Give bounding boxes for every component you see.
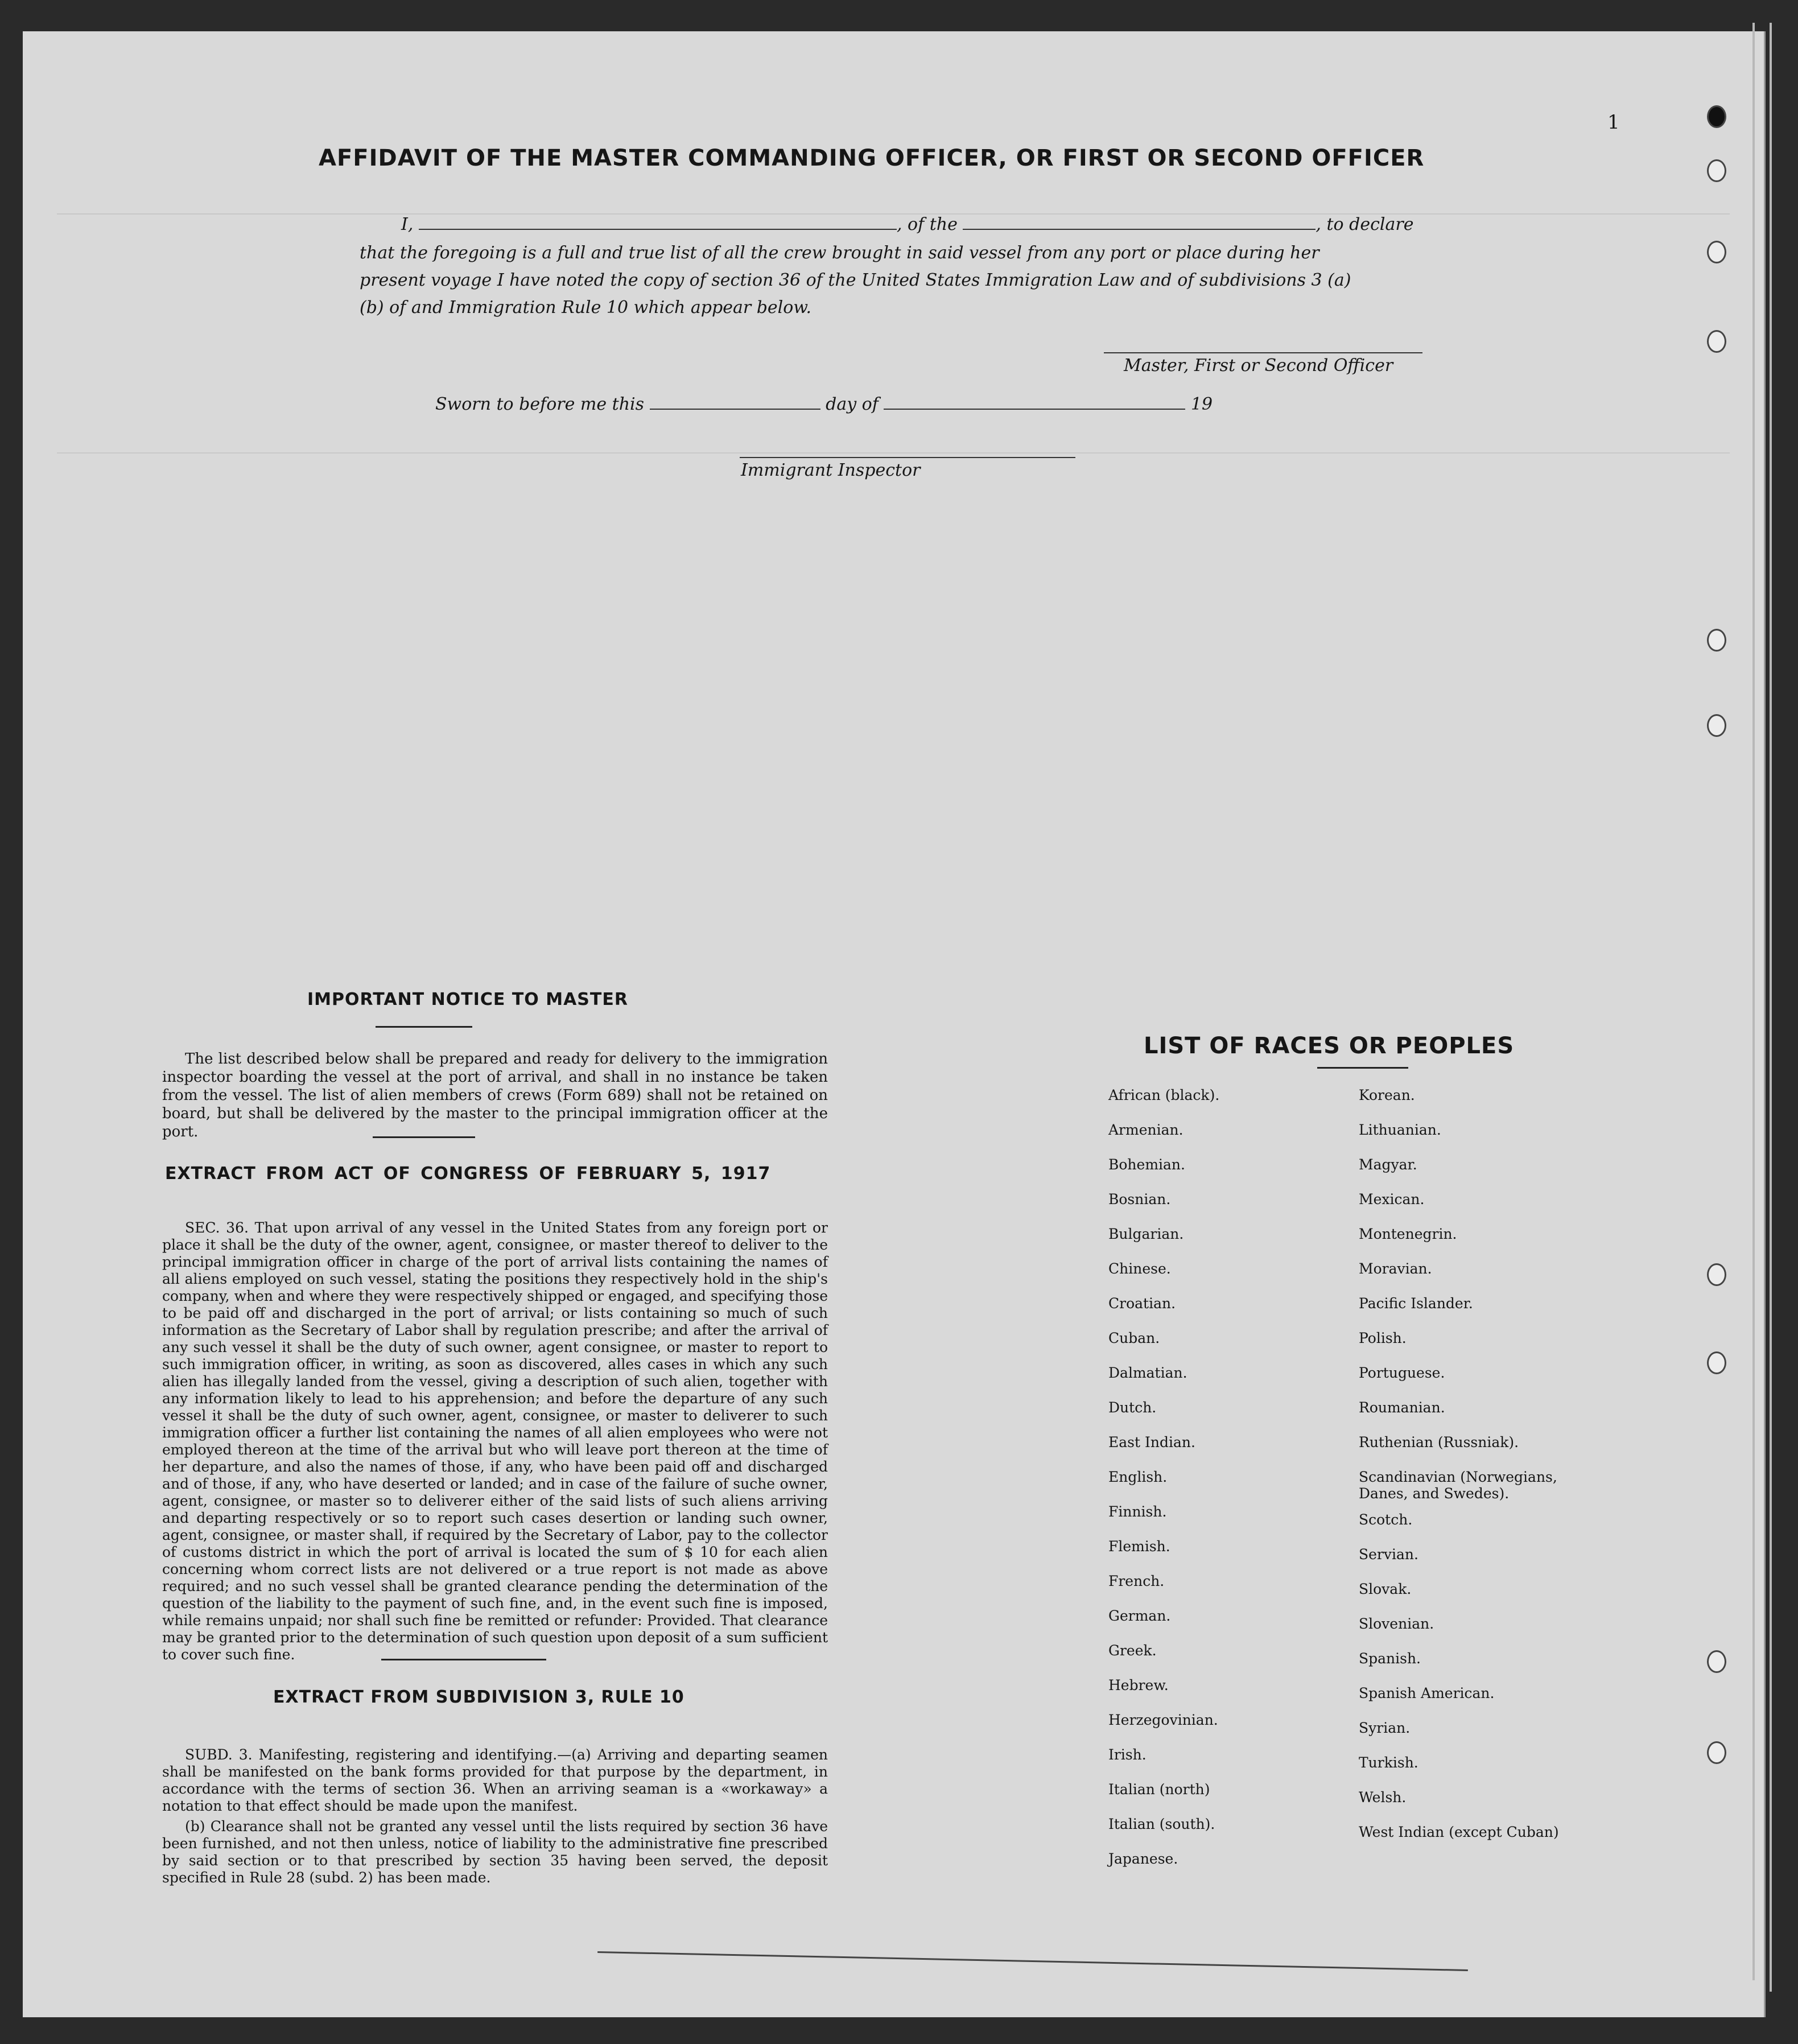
vessel-fill-line (963, 229, 1315, 230)
race-item: Chinese. (1108, 1260, 1171, 1277)
sworn-text: Sworn to before me this (435, 394, 645, 414)
race-item: French. (1108, 1573, 1165, 1589)
race-item: Mexican. (1359, 1191, 1425, 1208)
notice-text: The list described below shall be prepared and ready for delivery to the immigration inspector boarding the vessel at the port of arrival, and shall in no instance be taken from the vessel. The list of alien members of crews (Form 689) shall not be retained on board, but shall be delivered by the master to the principal immigration officer at the port. (162, 1050, 828, 1140)
act-extract-title: EXTRACT FROM ACT OF CONGRESS OF FEBRUARY 5, 1917 (165, 1164, 771, 1184)
punch-hole (1707, 330, 1726, 353)
race-item: Pacific Islander. (1359, 1295, 1473, 1312)
race-item: Dutch. (1108, 1399, 1157, 1416)
race-item: Turkish. (1359, 1754, 1418, 1771)
race-item: Scotch. (1359, 1511, 1413, 1528)
race-item: Bosnian. (1108, 1191, 1171, 1208)
race-item: Scandinavian (Norwegians, Danes, and Swedes). (1359, 1469, 1557, 1502)
rule-extract-title: EXTRACT FROM SUBDIVISION 3, RULE 10 (273, 1687, 684, 1707)
races-divider (1317, 1067, 1408, 1069)
master-signature-line (1104, 352, 1422, 353)
race-item: Servian. (1359, 1546, 1418, 1563)
race-item: Ruthenian (Russniak). (1359, 1434, 1519, 1450)
affidavit-to-declare: , to declare (1315, 215, 1414, 234)
punch-hole (1707, 1650, 1726, 1673)
sheet-number: 1 (1607, 111, 1620, 134)
day-of-text: day of (826, 394, 879, 414)
punch-hole (1707, 1263, 1726, 1286)
race-item: Greek. (1108, 1642, 1157, 1659)
race-item: Dalmatian. (1108, 1365, 1187, 1381)
master-signature-label: Master, First or Second Officer (1124, 356, 1393, 376)
punch-hole (1707, 159, 1726, 182)
race-item: African (black). (1108, 1087, 1220, 1103)
punch-hole (1707, 241, 1726, 263)
race-item: East Indian. (1108, 1434, 1195, 1450)
affidavit-title: AFFIDAVIT OF THE MASTER COMMANDING OFFICER, OR FIRST OR SECOND OFFICER (319, 145, 1425, 171)
race-item: English. (1108, 1469, 1168, 1485)
notice-title: IMPORTANT NOTICE TO MASTER (307, 990, 628, 1009)
race-item: Spanish. (1359, 1650, 1421, 1667)
page-edge (1752, 23, 1755, 1980)
day-fill-line (650, 409, 820, 410)
race-item: Bohemian. (1108, 1156, 1185, 1173)
rule-extract-text-a: SUBD. 3. Manifesting, registering and identifying.—(a) Arriving and departing seamen shall be manifested on the bank forms provided for that purpose by the department, in accordance with the terms of section 36. When an arriving seaman is a «workaway» a notation to that effect should be made upon the manifest. (162, 1746, 828, 1814)
race-item: Japanese. (1108, 1851, 1178, 1867)
inspector-signature-line (740, 457, 1075, 458)
act-top-divider (373, 1136, 475, 1138)
year-prefix: 19 (1190, 394, 1213, 414)
race-item: Croatian. (1108, 1295, 1176, 1312)
race-item: Flemish. (1108, 1538, 1170, 1555)
page-edge (1770, 23, 1772, 1992)
bleed-through-rule (57, 452, 1730, 454)
affidavit-of-the: , of the (896, 215, 958, 234)
act-extract-text: SEC. 36. That upon arrival of any vessel in the United States from any foreign port or place it shall be the duty of the owner, agent, consignee, or master thereof to deliver to the principal immigration officer in charge of the port of arrival lists containing the names of all aliens employed on such vessel, stating the positions they respectively hold in the ship's company, when and where they were respectively shipped or engaged, and specifying those to be paid off and discharged in the port of arrival; or lists containing so much of such information as the Secretary of Labor shall by regulation prescribe; and after the arrival of any such vessel it shall be the duty of such owner, agent consignee, or master to report to such immigration officer, in writing, as soon as discovered, alles cases in which any such alien has illegally landed from the vessel, giving a description of such alien, together with any information likely to lead to his apprehension; and before the departure of any such vessel it shall be the duty of such owner, agent, consignee, or master to deliverer to such immigration officer a further list containing the names of all alien employees who were not employed thereon at the time of the arrival but who will leave port thereon at the time of her departure, and also the names of those, if any, who have been paid off and discharged and of those, if any, who have deserted or landed; and in case of the failure of suche owner, agent, consignee, or master so to deliverer either of the said lists of such aliens arriving and departing respectively or so to report such cases desertion or landing such owner, agent, consignee, or master shall, if required by the Secretary of Labor, pay to the collector of customs district in which the port of arrival is located the sum of $ 10 for each alien concerning whom correct lists are not delivered or a true report is not made as above required; and no such vessel shall be granted clearance pending the determination of the question of the liability to the payment of such fine, and, in the event such fine is imposed, while remains unpaid; nor shall such fine be remitted or refunder: Provided. That clearance may be granted prior to the determination of such question upon deposit of a sum sufficient to cover such fine. (162, 1219, 828, 1663)
race-item: Montenegrin. (1359, 1226, 1457, 1242)
punch-hole (1707, 105, 1726, 128)
race-item: Italian (south). (1108, 1816, 1215, 1832)
affidavit-i: I, (401, 215, 414, 234)
race-item: Slovak. (1359, 1581, 1412, 1597)
race-item: Hebrew. (1108, 1677, 1169, 1693)
race-item: Spanish American. (1359, 1685, 1495, 1701)
race-item: Magyar. (1359, 1156, 1417, 1173)
punch-hole (1707, 1351, 1726, 1374)
affidavit-line-2: that the foregoing is a full and true list of all the crew brought in said vessel from any port or place during her (360, 243, 1319, 263)
punch-hole (1707, 1741, 1726, 1764)
rule-top-divider (381, 1659, 546, 1660)
race-item: Korean. (1359, 1087, 1415, 1103)
name-fill-line (419, 229, 897, 230)
race-item: Slovenian. (1359, 1616, 1434, 1632)
sworn-line (435, 394, 1213, 414)
affidavit-line-3: present voyage I have noted the copy of section 36 of the United States Immigration Law and of subdivisions 3 (a) (360, 270, 1351, 290)
race-item: Cuban. (1108, 1330, 1160, 1346)
rule-extract-text-b: (b) Clearance shall not be granted any vessel until the lists required by section 36 have been furnished, and not then unless, notice of liability to the administrative fine prescribed by said section or to that prescribed by section 35 having been served, the deposit specified in Rule 28 (subd. 2) has been made. (162, 1818, 828, 1886)
race-item: Polish. (1359, 1330, 1407, 1346)
race-item: Irish. (1108, 1746, 1147, 1763)
bottom-stroke (597, 1951, 1468, 1971)
race-item: Italian (north) (1108, 1781, 1210, 1798)
race-item: Moravian. (1359, 1260, 1432, 1277)
month-fill-line (884, 409, 1185, 410)
race-item: Finnish. (1108, 1503, 1167, 1520)
race-item: Lithuanian. (1359, 1122, 1441, 1138)
document-sheet (23, 31, 1766, 2017)
affidavit-line-4: (b) of and Immigration Rule 10 which appear below. (360, 298, 811, 318)
race-item: Welsh. (1359, 1789, 1407, 1806)
inspector-label: Immigrant Inspector (741, 460, 921, 480)
race-item: Bulgarian. (1108, 1226, 1184, 1242)
races-title: LIST OF RACES OR PEOPLES (1144, 1033, 1515, 1059)
race-item: Syrian. (1359, 1720, 1411, 1736)
notice-divider (376, 1026, 472, 1028)
affidavit-line-1 (401, 215, 1471, 234)
race-item: Portuguese. (1359, 1365, 1445, 1381)
race-item: Herzegovinian. (1108, 1712, 1218, 1728)
punch-hole (1707, 629, 1726, 652)
punch-hole (1707, 714, 1726, 737)
race-item: West Indian (except Cuban) (1359, 1824, 1559, 1840)
race-item: German. (1108, 1608, 1171, 1624)
race-item: Armenian. (1108, 1122, 1183, 1138)
race-item: Roumanian. (1359, 1399, 1445, 1416)
